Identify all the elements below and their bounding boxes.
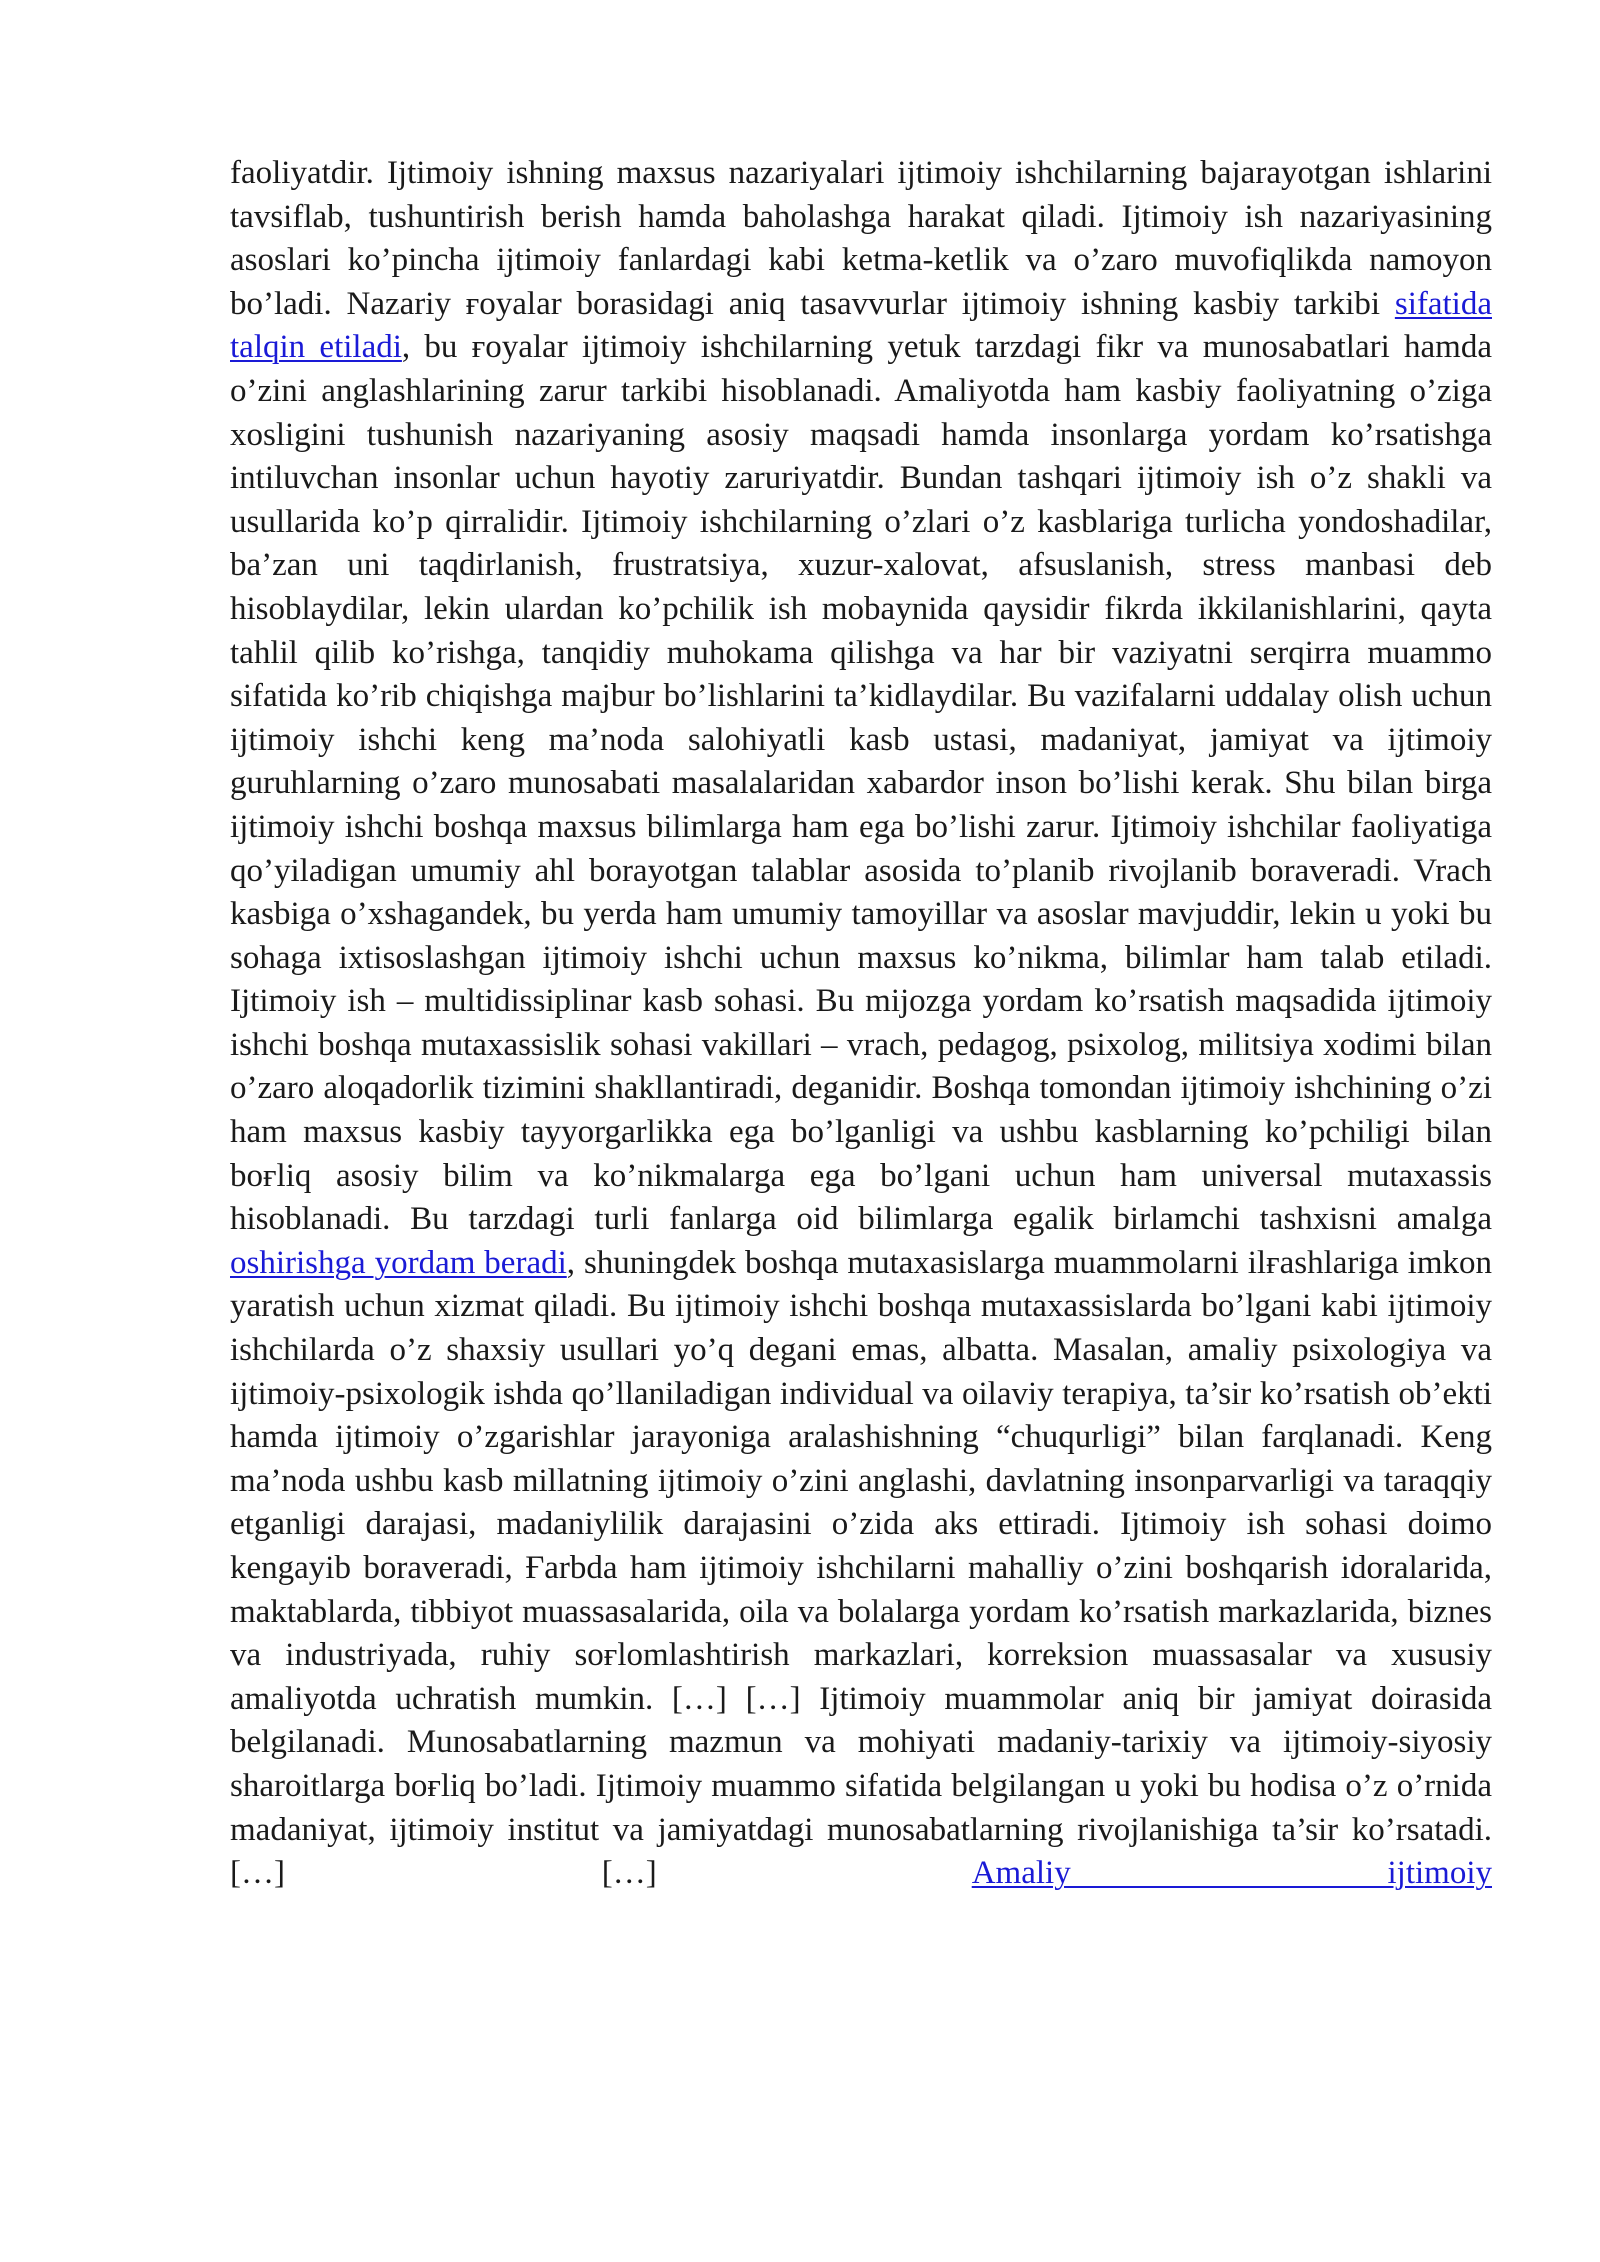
paragraph-text-2: , bu ғoyalar ijtimoiy ishchilarning yetuk tarzdagi fikr va munosabatlari hamda o’zini anglashlarining zarur tarkibi hisoblanadi. Amaliyotda ham kasbiy faoliyatning o’ziga xosligini tushunish nazariyaning asosiy maqsadi hamda insonlarga yordam ko’rsatishga intiluvchan insonlar uchun hayotiy zaruriyatdir. Bundan tashqari ijtimoiy ish o’z shakli va usullarida ko’p qirralidir. Ijtimoiy ishchilarning o’zlari o’z kasblariga turlicha yondoshadilar, ba’zan uni taqdirlanish, frustratsiya, xuzur-xalovat, afsuslanish, stress manbasi deb hisoblaydilar, lekin ulardan ko’pchilik ish mobaynida qaysidir fikrda ikkilanishlarini, qayta tahlil qilib ko’rishga, tanqidiy muhokama qilishga va har bir vaziyatni serqirra muammo sifatida ko’rib chiqishga majbur bo’lishlarini ta’kidlaydilar. Bu vazifalarni uddalay olish uchun ijtimoiy ishchi keng ma’noda salohiyatli kasb ustasi, madaniyat, jamiyat va ijtimoiy guruhlarning o’zaro munosabati masalalaridan xabardor inson bo’lishi kerak. Shu bilan birga ijtimoiy ishchi boshqa maxsus bilimlarga ham ega bo’lishi zarur. Ijtimoiy ishchilar faoliyatiga qo’yiladigan umumiy ahl borayotgan talablar asosida to’planib rivojlanib boraveradi. Vrach kasbiga o’xshagandek, bu yerda ham umumiy tamoyillar va asoslar mavjuddir, lekin u yoki bu sohaga ixtisoslashgan ijtimoiy ishchi uchun maxsus ko’nikma, bilimlar ham talab etiladi. Ijtimoiy ish – multidissiplinar kasb sohasi. Bu mijozga yordam ko’rsatish maqsadida ijtimoiy ishchi boshqa mutaxassislik sohasi vakillari – vrach, pedagog, psixolog, militsiya xodimi bilan o’zaro aloqadorlik tizimini shakllantiradi, deganidir. Boshqa tomondan ijtimoiy ishchining o’zi ham maxsus kasbiy tayyorgarlikka ega bo’lganligi va ushbu kasblarning ko’pchiligi bilan boғliq asosiy bilim va ko’nikmalarga ega bo’lgani uchun ham universal mutaxassis hisoblanadi. Bu tarzdagi turli fanlarga oid bilimlarga egalik birlamchi tashxisni amalga [230, 329, 1492, 1238]
link-sifatida-talqin-etiladi[interactable]: sifatida talqin etiladi [230, 285, 1492, 366]
link-amaliy-ijtimoiy[interactable]: Amaliy ijtimoiy [971, 1855, 1492, 1892]
link-oshirishga-yordam-beradi[interactable]: oshirishga yordam beradi [230, 1244, 567, 1281]
document-page [230, 152, 1492, 1896]
body-paragraph [230, 152, 1492, 1896]
paragraph-text-1: faoliyatdir. Ijtimoiy ishning maxsus nazariyalari ijtimoiy ishchilarning bajarayotgan ishlarini tavsiflab, tushuntirish berish hamda baholashga harakat qiladi. Ijtimoiy ish nazariyasining asoslari ko’pincha ijtimoiy fanlardagi kabi ketma-ketlik va o’zaro muvofiqlikda namoyon bo’ladi. Nazariy ғoyalar borasidagi aniq tasavvurlar ijtimoiy ishning kasbiy tarkibi [230, 155, 1492, 322]
paragraph-text-3: , shuningdek boshqa mutaxasislarga muammolarni ilғashlariga imkon yaratish uchun xizmat qiladi. Bu ijtimoiy ishchi boshqa mutaxassislarda bo’lgani kabi ijtimoiy ishchilarda o’z shaxsiy usullari yo’q degani emas, albatta. Masalan, amaliy psixologiya va ijtimoiy-psixologik ishda qo’llaniladigan individual va oilaviy terapiya, ta’sir ko’rsatish ob’ekti hamda ijtimoiy o’zgarishlar jarayoniga aralashishning “chuqurligi” bilan farqlanadi. Keng ma’noda ushbu kasb millatning ijtimoiy o’zini anglashi, davlatning insonparvarligi va taraqqiy etganligi darajasi, madaniylilik darajasini o’zida aks ettiradi. Ijtimoiy ish sohasi doimo kengayib boraveradi, Ғarbda ham ijtimoiy ishchilarni mahalliy o’zini boshqarish idoralarida, maktablarda, tibbiyot muassasalarida, oila va bolalarga yordam ko’rsatish markazlarida, biznes va industriyada, ruhiy soғlomlashtirish markazlari, korreksion muassasalar va xususiy amaliyotda uchratish mumkin. […] […] Ijtimoiy muammolar aniq bir jamiyat doirasida belgilanadi. Munosabatlarning mazmun va mohiyati madaniy-tarixiy va ijtimoiy-siyosiy sharoitlarga boғliq bo’ladi. Ijtimoiy muammo sifatida belgilangan u yoki bu hodisa o’z o’rnida madaniyat, ijtimoiy institut va jamiyatdagi munosabatlarning rivojlanishiga ta’sir ko’rsatadi. […] […] [230, 1244, 1492, 1892]
